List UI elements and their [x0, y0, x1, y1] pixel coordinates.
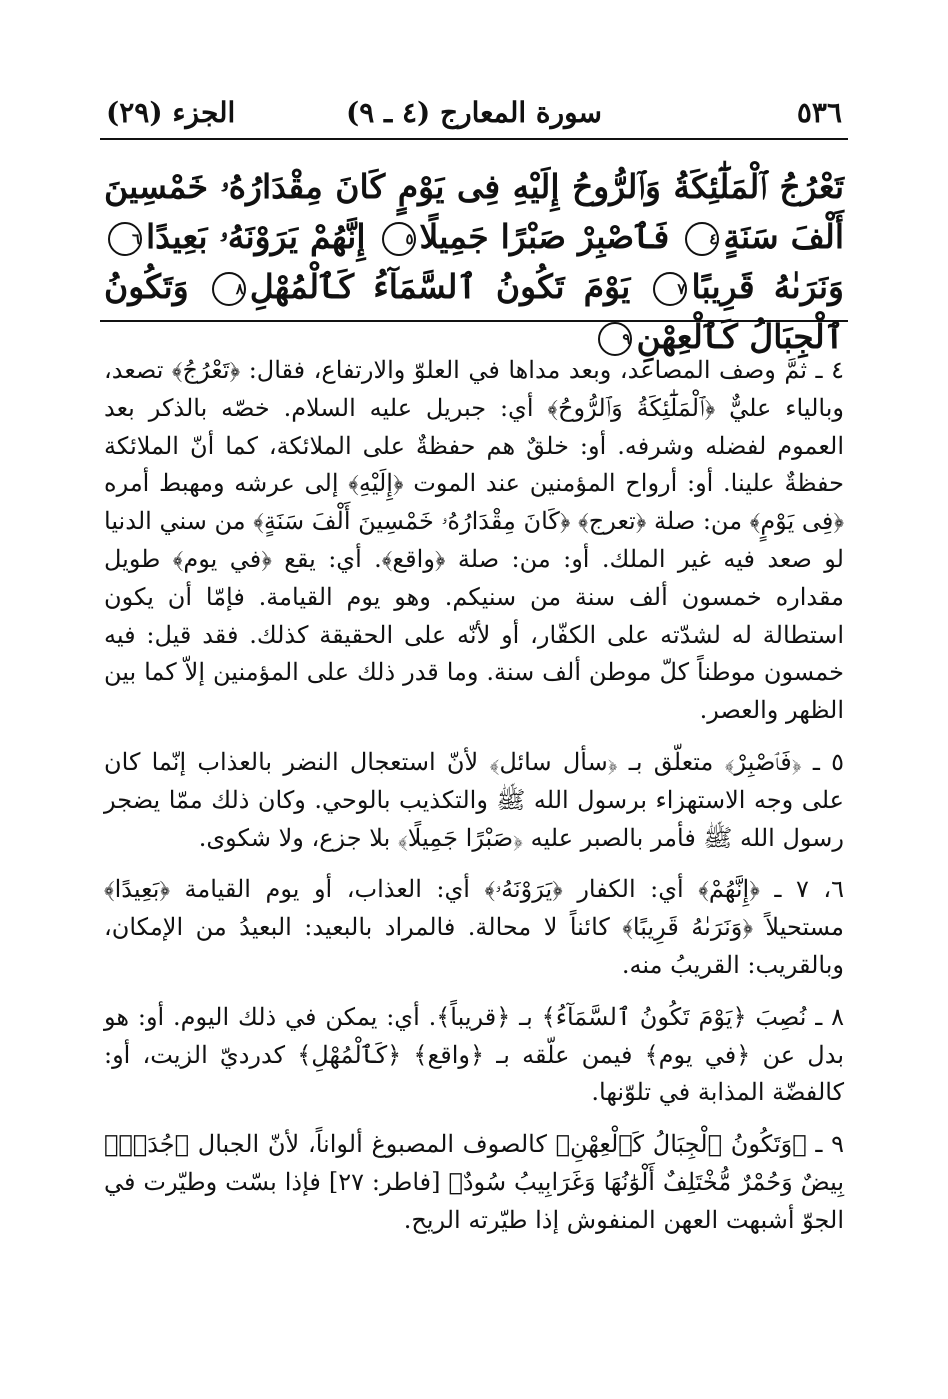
page-number: ٥٣٦: [796, 96, 842, 129]
header-rule: [100, 138, 848, 140]
quran-verses: [104, 162, 844, 356]
commentary-paragraph: ٨ ـ نُصِبَ ﴿يَوْمَ تَكُونُ ٱلسَّمَآءُ﴾ بـ ﴿قريباً﴾. أي: يمكن في ذلك اليوم. أو: هو بدل عن ﴿في يوم﴾ فيمن علّقه بـ ﴿واقع﴾ ﴿كَٱلْمُهْلِ﴾ كدرديّ الزيت، أو: كالفضّة المذابة في تلوّنها.: [104, 1002, 844, 1107]
page-header: [100, 92, 848, 138]
ayah-text: إِنَّهُمْ يَرَوْنَهُۥ بَعِيدًا: [146, 217, 366, 256]
ayah-text: وَتَكُونُ ٱلْجِبَالُ كَٱلْعِهْنِ: [104, 267, 844, 356]
ayah-number-marker: ٦: [108, 222, 142, 256]
commentary: [104, 352, 844, 1332]
ayah-text: فَٱصْبِرْ صَبْرًا جَمِيلًا: [419, 217, 670, 256]
commentary-paragraph: ٩ ـ ﴿وَتَكُونُ ٱلْجِبَالُ كَٱلْعِهْنِ﴾ كالصوف المصبوغ ألواناً، لأنّ الجبال ﴿جُدَدٌۢ بِيضٌ وَحُمْرٌ مُّخْتَلِفٌ أَلْوَٰنُهَا وَغَرَابِيبُ سُودٌ﴾ [فاطر: ٢٧] فإذا بسّت وطيّرت في الجوّ أشبهت العهن المنفوش إذا طيّرته الريح.: [104, 1130, 845, 1234]
commentary-paragraph: ٦، ٧ ـ ﴿إِنَّهُمْ﴾ أي: الكفار ﴿يَرَوْنَهُۥ﴾ أي: العذاب، أو يوم القيامة ﴿بَعِيدًا﴾ مستحيلاً ﴿وَنَرَىٰهُ قَرِيبًا﴾ كائناً لا محالة. فالمراد بالبعيد: البعيدُ من الإمكان، وبالقريب: القريبُ منه.: [104, 875, 845, 979]
commentary-paragraph: ٤ ـ ثمَّ وصف المصاعد، وبعد مداها في العلوّ والارتفاع، فقال: ﴿تَعْرُجُ﴾ تصعد، وبالياء عليٌّ ﴿ٱلْمَلَٰٓئِكَةُ وَٱلرُّوحُ﴾ أي: جبريل عليه السلام. خصّه بالذكر بعد العموم لفضله وشرفه. أو: خلقٌ هم حفظةٌ على الملائكة، كما أنّ الملائكة حفظةٌ علينا. أو: أرواح المؤمنين عند الموت ﴿إِلَيْهِ﴾ إلى عرشه ومهبط أمره ﴿فِى يَوْمٍ﴾ من: صلة ﴿تعرج﴾ ﴿كَانَ مِقْدَارُهُۥ خَمْسِينَ أَلْفَ سَنَةٍ﴾ من سني الدنيا لو صعد فيه غير الملك. أو: من: صلة ﴿واقع﴾. أي: يقع ﴿في يوم﴾ طويل مقداره خمسون ألف سنة من سنيكم. وهو يوم القيامة. فإمّا أن يكون استطالة له لشدّته على الكفّار، أو لأنّه على الحقيقة كذلك. فقد قيل: فيه خمسون موطناً كلّ موطن ألف سنة. وما قدر ذلك على المؤمنين إلاّ كما بين الظهر والعصر.: [104, 356, 844, 725]
ayah-number-marker: ٨: [212, 272, 246, 306]
verses-rule: [100, 320, 848, 322]
ayah-number-marker: ٧: [653, 272, 687, 306]
ayah-number-marker: ٩: [598, 322, 632, 356]
commentary-paragraph: ٥ ـ ﴿فَٱصْبِرْ﴾ متعلّق بـ ﴿سأل سائل﴾ لأنّ استعجال النضر بالعذاب إنّما كان على وجه الاستهزاء برسول الله ﷺ والتكذيب بالوحي. وكان ذلك ممّا يضجر رسول الله ﷺ فأمر بالصبر عليه ﴿صَبْرًا جَمِيلًا﴾ بلا جزع، ولا شكوى.: [104, 747, 844, 852]
juz-label: الجزء (٢٩): [106, 96, 236, 129]
ayah-text: تَعْرُجُ ٱلْمَلَٰٓئِكَةُ وَٱلرُّوحُ إِلَيْهِ فِى يَوْمٍ كَانَ مِقْدَارُهُۥ خَمْسِينَ أَلْفَ سَنَةٍ: [104, 167, 844, 256]
ayah-text: يَوْمَ تَكُونُ ٱلسَّمَآءُ كَٱلْمُهْلِ: [249, 267, 631, 306]
ayah-text: وَنَرَىٰهُ قَرِيبًا: [691, 267, 844, 306]
ayah-number-marker: ٥: [382, 222, 416, 256]
surah-title: سورة المعارج (٤ ـ ٩): [345, 96, 603, 129]
ayah-number-marker: ٤: [685, 222, 719, 256]
